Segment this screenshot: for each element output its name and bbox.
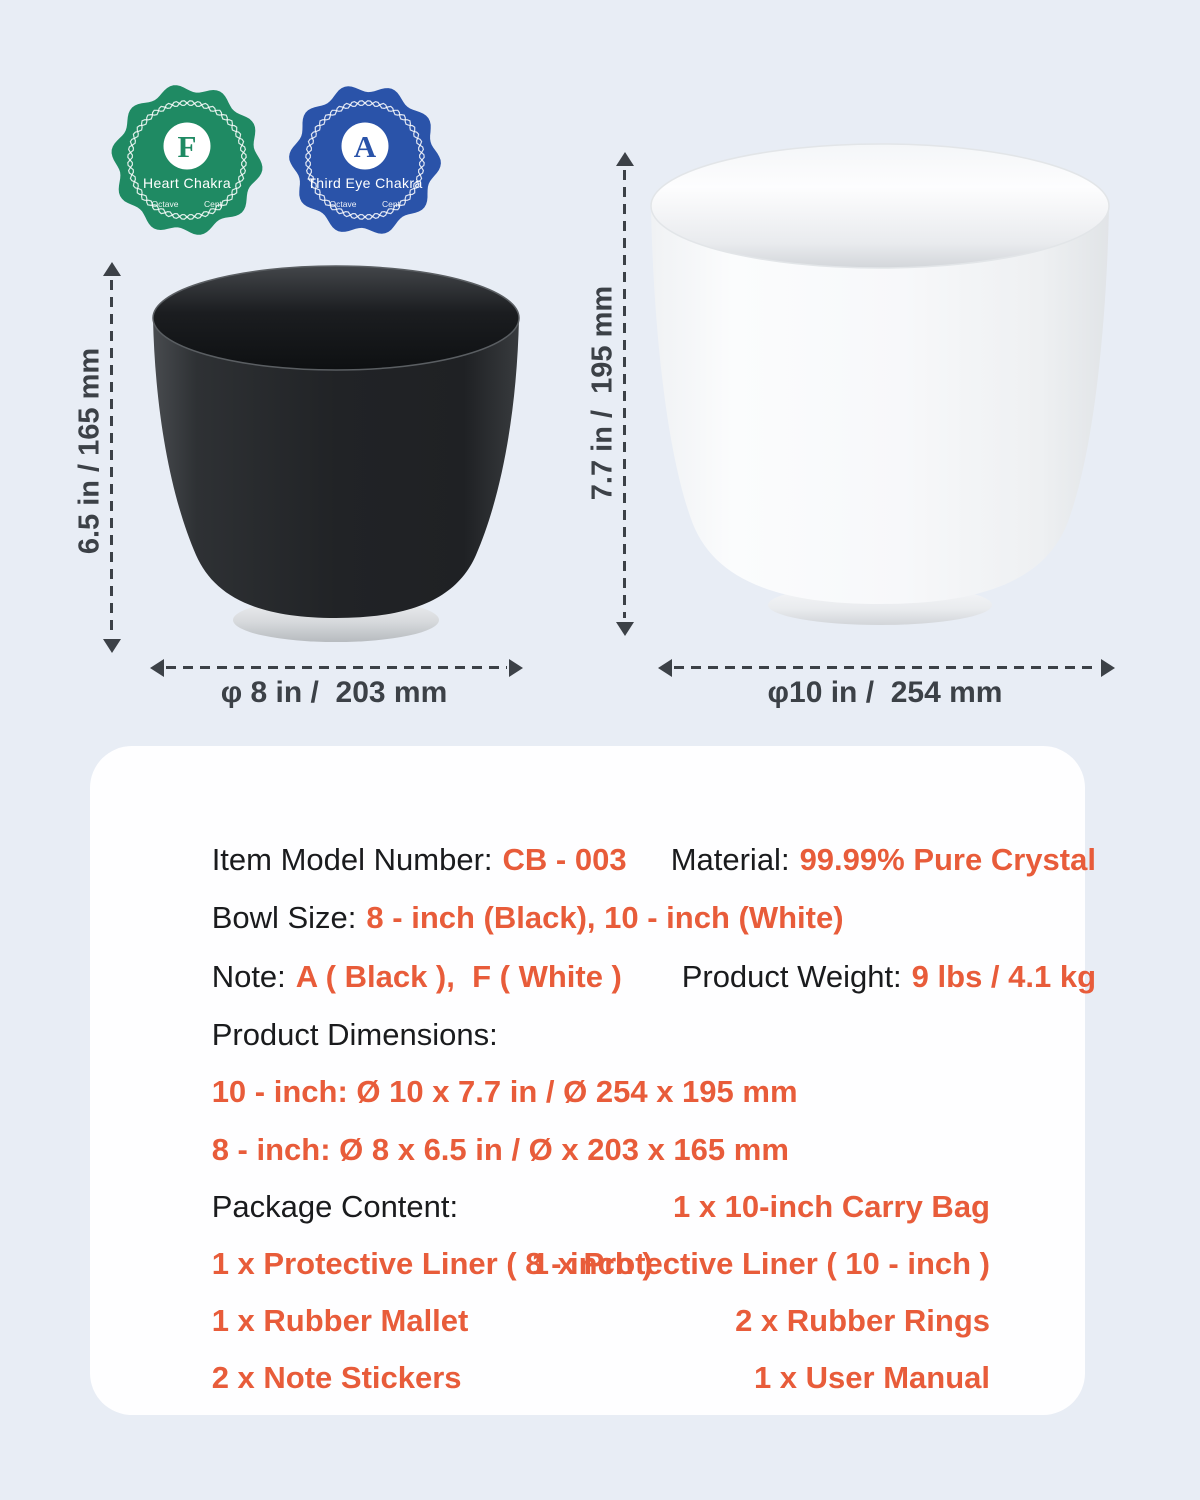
bowl-size-value: 8 - inch (Black), 10 - inch (White): [366, 900, 844, 935]
heart-chakra-badge: [111, 84, 263, 236]
arrow-up-icon: [616, 152, 634, 166]
badge-note-letter: A: [353, 129, 377, 164]
arrow-right-icon: [509, 659, 523, 677]
package-item-value: 1 x 10-inch Carry Bag: [672, 1189, 990, 1224]
black-diameter-dimension-line: [166, 666, 507, 669]
arrow-down-icon: [616, 622, 634, 636]
package-item-value: 1 x Protective Liner ( 8 - inch ): [211, 1246, 653, 1281]
white-bowl-diameter-label: φ10 in / 254 mm: [767, 676, 1003, 709]
item-model-value: CB - 003: [502, 842, 627, 877]
white-height-dimension-line: [623, 170, 626, 618]
black-height-dimension-line: [110, 280, 113, 637]
bowl-size-label: Bowl Size:: [211, 900, 357, 935]
badge-octave-label: Octave: [151, 199, 179, 209]
note-value: A ( Black ), F ( White ): [295, 959, 622, 994]
package-item: [702, 1318, 990, 1438]
package-item-value: 1 x Protective Liner ( 10 - inch ): [531, 1246, 990, 1281]
arrow-up-icon: [103, 262, 121, 276]
item-model-label: Item Model Number:: [211, 842, 493, 877]
package-item-value: 1 x User Manual: [753, 1360, 990, 1395]
badge-cent-label: Cent: [204, 199, 222, 209]
arrow-left-icon: [658, 659, 672, 677]
black-bowl-illustration: [146, 260, 526, 655]
badge-title: Third Eye Chakra: [307, 175, 423, 191]
badge-note-letter: F: [177, 129, 197, 164]
badge-cent-label: Cent: [382, 199, 400, 209]
bowl-opening: [153, 266, 519, 370]
material-label: Material:: [670, 842, 790, 877]
dimension-10-inch-value: 10 - inch: Ø 10 x 7.7 in / Ø 254 x 195 mm: [211, 1074, 798, 1109]
badge-title: Heart Chakra: [142, 175, 232, 191]
package-item-value: 2 x Rubber Rings: [735, 1303, 990, 1338]
black-bowl-diameter-label: φ 8 in / 203 mm: [220, 676, 448, 709]
dimensions-label: Product Dimensions:: [211, 1017, 498, 1052]
arrow-right-icon: [1101, 659, 1115, 677]
white-bowl-illustration: [648, 141, 1112, 633]
white-bowl-height-label: 7.7 in / 195 mm: [586, 285, 619, 501]
package-item-value: 1 x Rubber Mallet: [211, 1303, 469, 1338]
package-item-value: 2 x Note Stickers: [211, 1360, 462, 1395]
arrow-left-icon: [150, 659, 164, 677]
bowl-opening: [651, 144, 1109, 268]
white-diameter-dimension-line: [674, 666, 1097, 669]
black-bowl-height-label: 6.5 in / 165 mm: [73, 347, 106, 555]
material-value: 99.99% Pure Crystal: [799, 842, 1096, 877]
third-eye-chakra-badge: [289, 84, 441, 236]
weight-value: 9 lbs / 4.1 kg: [911, 959, 1097, 994]
weight-label: Product Weight:: [681, 959, 902, 994]
package-content-label: Package Content:: [211, 1189, 459, 1224]
badge-octave-label: Octave: [329, 199, 357, 209]
arrow-down-icon: [103, 639, 121, 653]
note-label: Note:: [211, 959, 286, 994]
weight-row: [630, 917, 1096, 1037]
spec-panel: [90, 746, 1097, 1415]
dimension-8-inch-value: 8 - inch: Ø 8 x 6.5 in / Ø x 203 x 165 mm: [211, 1132, 789, 1167]
package-item: [160, 1318, 462, 1438]
